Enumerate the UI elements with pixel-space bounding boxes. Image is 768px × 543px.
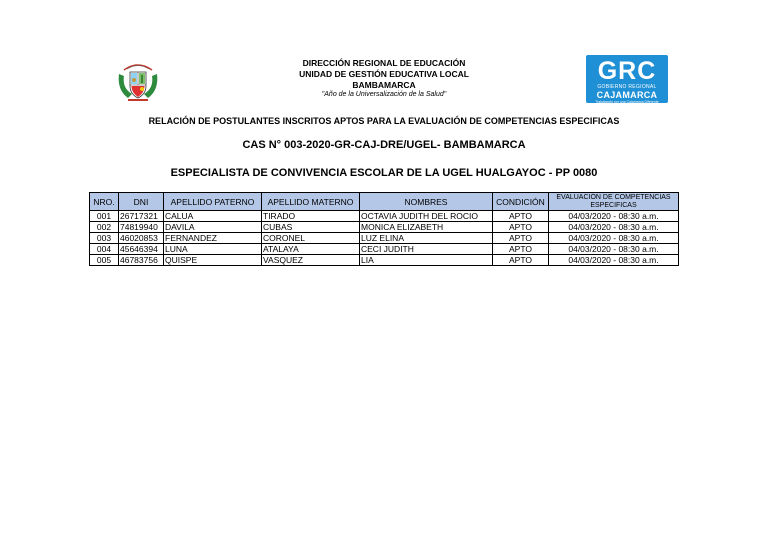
cell-apellido-paterno: DAVILA — [164, 222, 262, 233]
table-row — [90, 211, 679, 222]
cell-dni: 46020853 — [119, 233, 164, 244]
header-nro: NRO. — [90, 193, 119, 211]
institution-header — [0, 58, 768, 91]
cas-number: CAS N° 003-2020-GR-CAJ-DRE/UGEL- BAMBAMARCA — [242, 139, 526, 151]
cell-apellido-materno: CORONEL — [262, 233, 360, 244]
cell-nombres: LUZ ELINA — [360, 233, 493, 244]
header-evaluacion: EVALUACIÓN DE COMPETENCIAS ESPECIFICAS — [549, 193, 679, 211]
header-line-3: BAMBAMARCA — [352, 80, 416, 90]
cell-condicion: APTO — [493, 222, 549, 233]
table-header-row — [90, 193, 679, 211]
cell-nro: 003 — [90, 233, 119, 244]
cell-apellido-paterno: FERNANDEZ — [164, 233, 262, 244]
cell-condicion: APTO — [493, 211, 549, 222]
table-row — [90, 255, 679, 266]
document-title: RELACIÓN DE POSTULANTES INSCRITOS APTOS PARA LA EVALUACIÓN DE COMPETENCIAS ESPECIFICAS — [148, 116, 620, 126]
applicants-table — [89, 192, 679, 266]
cell-apellido-materno: ATALAYA — [262, 244, 360, 255]
cell-condicion: APTO — [493, 255, 549, 266]
cell-evaluacion: 04/03/2020 - 08:30 a.m. — [549, 211, 679, 222]
cell-dni: 26717321 — [119, 211, 164, 222]
cell-condicion: APTO — [493, 233, 549, 244]
table-row — [90, 233, 679, 244]
header-line-2: UNIDAD DE GESTIÓN EDUCATIVA LOCAL — [299, 69, 469, 79]
cell-dni: 74819940 — [119, 222, 164, 233]
cell-dni: 46783756 — [119, 255, 164, 266]
header-dni: DNI — [119, 193, 164, 211]
cell-apellido-paterno: LUNA — [164, 244, 262, 255]
cell-evaluacion: 04/03/2020 - 08:30 a.m. — [549, 255, 679, 266]
header-apellido-materno: APELLIDO MATERNO — [262, 193, 360, 211]
cell-dni: 45646394 — [119, 244, 164, 255]
cell-apellido-materno: CUBAS — [262, 222, 360, 233]
cell-apellido-paterno: CALUA — [164, 211, 262, 222]
cell-nro: 004 — [90, 244, 119, 255]
cell-condicion: APTO — [493, 244, 549, 255]
header-nombres: NOMBRES — [360, 193, 493, 211]
cell-evaluacion: 04/03/2020 - 08:30 a.m. — [549, 222, 679, 233]
table-row — [90, 244, 679, 255]
cell-nombres: CECI JUDITH — [360, 244, 493, 255]
logo-region: CAJAMARCA — [596, 90, 658, 100]
cell-evaluacion: 04/03/2020 - 08:30 a.m. — [549, 244, 679, 255]
position-title: ESPECIALISTA DE CONVIVENCIA ESCOLAR DE LA UGEL HUALGAYOC - PP 0080 — [170, 167, 598, 179]
cell-nro: 002 — [90, 222, 119, 233]
cell-apellido-materno: VASQUEZ — [262, 255, 360, 266]
cell-nombres: OCTAVIA JUDITH DEL ROCIO — [360, 211, 493, 222]
header-line-1: DIRECCIÓN REGIONAL DE EDUCACIÓN — [302, 58, 466, 68]
header-apellido-paterno: APELLIDO PATERNO — [164, 193, 262, 211]
cell-evaluacion: 04/03/2020 - 08:30 a.m. — [549, 233, 679, 244]
header-condicion: CONDICIÓN — [493, 193, 549, 211]
table-row — [90, 222, 679, 233]
cell-apellido-materno: TIRADO — [262, 211, 360, 222]
cell-nro: 005 — [90, 255, 119, 266]
cell-nro: 001 — [90, 211, 119, 222]
logo-text: GRC — [597, 57, 657, 85]
year-motto: "Año de la Universalización de la Salud" — [321, 91, 447, 98]
logo-subtitle: GOBIERNO REGIONAL — [597, 84, 657, 90]
cell-nombres: MONICA ELIZABETH — [360, 222, 493, 233]
cell-nombres: LIA — [360, 255, 493, 266]
cell-apellido-paterno: QUISPE — [164, 255, 262, 266]
logo-slogan: Trabajando por una Cajamarca Diferente — [595, 100, 659, 104]
